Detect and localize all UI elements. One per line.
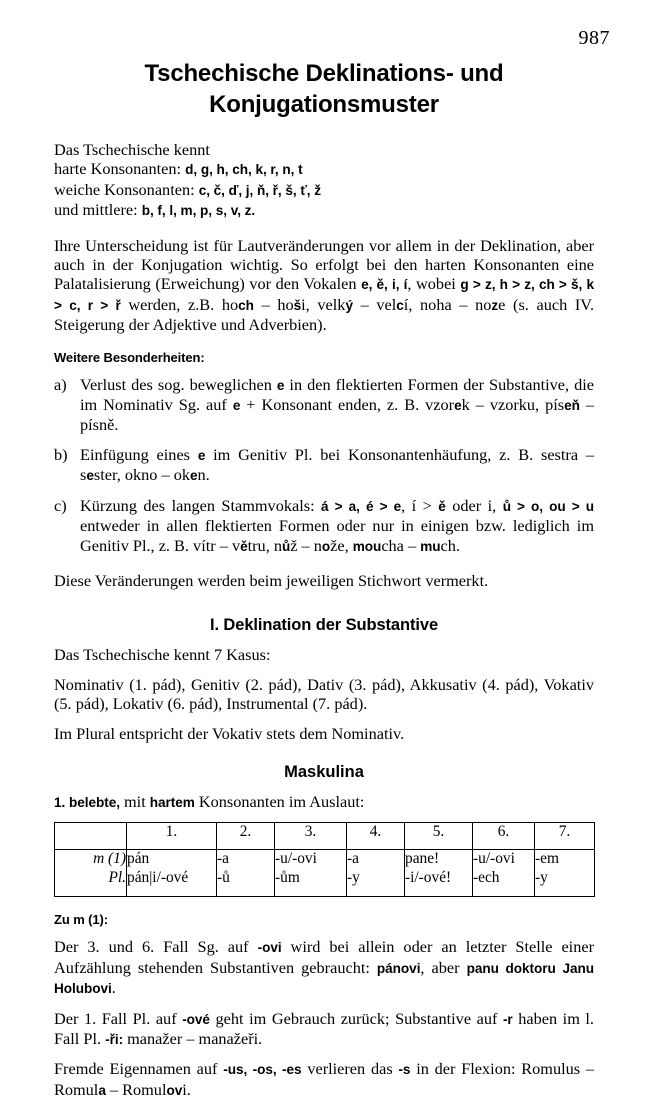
b-f3: e — [189, 468, 198, 484]
besonderheiten-list — [54, 375, 594, 556]
n2-t3: haben im l. Fall Pl. — [54, 1008, 595, 1048]
a-f2: e — [232, 398, 241, 414]
a-t5: – písně. — [80, 395, 594, 435]
list-item-marker: b) — [54, 444, 68, 464]
cell-singular: pán — [127, 850, 150, 868]
table-header-case-5: 5. — [405, 823, 473, 850]
pu-f1: e, ě, i, í — [361, 277, 408, 293]
n2-f2: -r — [502, 1011, 513, 1027]
b-t1: Einfügung eines — [80, 444, 198, 464]
cell-plural: -y — [347, 868, 360, 886]
c-t4: entweder in allen flektierten Formen oder nur in einigen bzw. lediglich im Genitiv Pl., z. B. vítr – v — [80, 516, 594, 555]
n3-t4: – Romul — [105, 1079, 167, 1099]
table-header-case-6: 6. — [473, 823, 535, 850]
pu-t4: – ho — [253, 294, 294, 314]
cell-plural: pán|i/-ové — [127, 868, 189, 886]
pu-f2: g > z, h > z, ch > š, k > c, r > ř — [54, 277, 595, 313]
n3-t3: in der Flexion: Romulus – Romul — [54, 1059, 595, 1099]
pu-f6: c — [396, 297, 404, 313]
c-t9: ch. — [440, 535, 460, 555]
pu-t2: , wobei — [407, 274, 461, 294]
c-t6: ž – n — [290, 535, 322, 555]
heading-weitere-besonderheiten: Weitere Besonderheiten: — [54, 349, 205, 365]
list-item-marker: a) — [54, 374, 67, 394]
c-t8: cha – — [381, 535, 421, 555]
paragraph-veraenderungen: Diese Veränderungen werden beim jeweiligen Stichwort vermerkt. — [54, 570, 489, 590]
cell-singular: -a — [347, 850, 359, 868]
c-f3: ů > o, ou > u — [502, 498, 595, 514]
intro-consonants-block — [54, 140, 594, 221]
list-item-text — [80, 496, 594, 556]
declension-table — [54, 822, 595, 897]
cell-plural: -y — [535, 868, 548, 886]
pu-t1: Ihre Unterscheidung ist für Lautveränderungen vor allem in der Deklination, aber auch in der Konjugation wichtig. So erfolgt bei den harten Konsonanten eine Palatalisierung (Erweichung) vor den Vokalen — [54, 235, 594, 294]
cell-singular: pane! — [405, 850, 440, 868]
belebte-f2: hartem — [149, 794, 195, 810]
intro-line-1: Das Tschechische kennt — [54, 140, 210, 159]
middle-consonants: b, f, l, m, p, s, v, z. — [141, 203, 256, 219]
heading-zu-m-1: Zu m (1): — [54, 912, 108, 928]
cell-singular: -u/-ovi — [275, 850, 317, 868]
paragraph-kasus-list: Nominativ (1. pád), Genitiv (2. pád), Dativ (3. pád), Akkusativ (4. pád), Vokativ (5. pád), Lokativ (6. pád), Instrumental (7. pád). — [54, 674, 594, 714]
pu-t3: werden, z.B. ho — [120, 294, 239, 314]
belebte-t2: Konsonanten im Auslaut: — [194, 791, 365, 811]
c-t7: že, — [330, 535, 353, 555]
table-cell-case-6 — [473, 850, 535, 897]
list-item-marker: c) — [54, 495, 67, 515]
soft-label: weiche Konsonanten: — [54, 179, 199, 199]
n3-f1: -us, -os, -es — [223, 1062, 302, 1078]
n2-f1: -ové — [182, 1011, 210, 1027]
table-header-case-7: 7. — [535, 823, 595, 850]
c-f4: ě — [240, 538, 248, 554]
table-header-row — [55, 823, 595, 850]
c-f8: mu — [420, 538, 441, 554]
a-f3: e — [454, 398, 462, 414]
pu-f7: z — [491, 297, 499, 313]
n1-f1: -ovi — [257, 940, 282, 956]
intro-line-soft — [54, 180, 594, 200]
pu-t8: e (s. auch IV. Steigerung der Adjektive und Adverbien). — [54, 294, 595, 335]
pu-t7: í, noha – no — [403, 294, 492, 314]
a-t4: k – vzorku, pís — [461, 395, 565, 415]
a-f1: e — [276, 377, 285, 393]
pu-f5: ý — [345, 297, 353, 313]
cell-plural: -ům — [275, 868, 300, 886]
c-f7: mou — [352, 538, 382, 554]
n2-t4: manažer – manažeři. — [123, 1028, 263, 1048]
table-row-label — [55, 850, 127, 897]
paragraph-unterscheidung — [54, 236, 594, 335]
n1-t3: , aber — [420, 957, 467, 977]
note-paragraph-3 — [54, 1059, 594, 1100]
a-t1: Verlust des sog. beweglichen — [80, 374, 277, 394]
table-cell-case-5 — [405, 850, 473, 897]
n2-f3: -ři: — [105, 1031, 124, 1047]
b-f1: e — [197, 447, 206, 463]
n1-f3: panu doktoru Janu Holubovi — [54, 960, 594, 997]
paragraph-kasus-intro: Das Tschechische kennt 7 Kasus: — [54, 645, 271, 665]
table-header-case-1: 1. — [127, 823, 217, 850]
a-t2: in den flektierten Formen der Substantive, die im Nominativ Sg. auf — [80, 374, 595, 415]
table-cell-case-2 — [217, 850, 275, 897]
n3-t1: Fremde Eigennamen auf — [54, 1059, 224, 1079]
intro-line-middle — [54, 200, 594, 220]
list-item-text — [80, 375, 594, 435]
table-cell-case-4 — [347, 850, 405, 897]
cell-plural: -ech — [473, 868, 500, 886]
cell-singular: -u/-ovi — [473, 850, 515, 868]
pu-f4: š — [293, 297, 302, 313]
n1-t1: Der 3. und 6. Fall Sg. auf — [54, 937, 258, 957]
belebte-f1: 1. belebte, — [54, 794, 120, 810]
list-item — [54, 445, 594, 486]
pu-t5: i, velk — [301, 294, 346, 314]
page-title: Tschechische Deklinations- und Konjugationsmuster — [144, 60, 504, 118]
middle-label: und mittlere: — [54, 200, 142, 220]
c-f6: o — [321, 538, 331, 554]
n3-f2: -s — [398, 1062, 411, 1078]
row-label-singular: m (1) — [93, 850, 126, 868]
note-paragraph-1 — [54, 937, 594, 998]
b-t2: im Genitiv Pl. bei Konsonantenhäufung, z. B. sestra – s — [80, 444, 595, 485]
section-heading-deklination: I. Deklination der Substantive — [209, 616, 439, 635]
c-t1: Kürzung des langen Stammvokals: — [80, 495, 322, 515]
n2-t2: geht im Gebrauch zurück; Substantive auf — [209, 1008, 503, 1028]
table-cell-case-1 — [127, 850, 217, 897]
table-header-case-2: 2. — [217, 823, 275, 850]
c-t5: tru, n — [247, 535, 282, 555]
table-corner-cell — [55, 823, 127, 850]
intro-line-hard — [54, 159, 594, 179]
soft-consonants: c, č, ď, j, ň, ř, š, ť, ž — [198, 182, 321, 198]
note-paragraph-2 — [54, 1009, 594, 1050]
c-f5: ů — [281, 538, 291, 554]
c-f2: ě — [438, 498, 446, 514]
c-f1: á > a, é > e — [321, 498, 402, 514]
hard-label: harte Konsonanten: — [54, 159, 186, 179]
n2-t1: Der 1. Fall Pl. auf — [54, 1008, 183, 1028]
table-header-case-3: 3. — [275, 823, 347, 850]
cell-singular: -em — [535, 850, 559, 868]
paragraph-plural-vokativ: Im Plural entspricht der Vokativ stets dem Nominativ. — [54, 723, 405, 743]
cell-plural: -i/-ové! — [405, 868, 452, 886]
belebte-t1: mit — [119, 791, 150, 811]
n3-f4: ov — [166, 1082, 183, 1098]
subsection-heading-maskulina: Maskulina — [284, 762, 364, 781]
list-item — [54, 375, 594, 435]
a-t3: + Konsonant enden, z. B. vzor — [240, 395, 455, 415]
n3-t2: verlieren das — [301, 1059, 399, 1079]
n1-t4: . — [111, 978, 116, 998]
c-t3: oder i, — [445, 495, 503, 515]
cell-plural: -ů — [217, 868, 230, 886]
list-item — [54, 496, 594, 556]
table-header-case-4: 4. — [347, 823, 405, 850]
table-cell-case-3 — [275, 850, 347, 897]
pu-f3: ch — [238, 297, 254, 313]
b-t3: ster, okno – ok — [93, 465, 190, 485]
n3-f3: a — [98, 1082, 106, 1098]
page-number: 987 — [578, 27, 610, 49]
paragraph-belebte — [54, 792, 594, 812]
table-cell-case-7 — [535, 850, 595, 897]
pu-t6: – vel — [352, 294, 397, 314]
cell-singular: -a — [217, 850, 229, 868]
table-row — [55, 850, 595, 897]
row-label-plural: Pl. — [108, 868, 126, 886]
a-f4: eň — [564, 398, 580, 414]
list-item-text — [80, 445, 594, 486]
hard-consonants: d, g, h, ch, k, r, n, t — [185, 162, 303, 178]
b-f2: e — [86, 468, 94, 484]
n3-t5: i. — [182, 1079, 191, 1099]
c-t2: , í > — [401, 495, 439, 515]
n1-f2: pánovi — [376, 960, 421, 976]
page-content — [54, 58, 594, 1100]
b-t4: n. — [197, 465, 210, 485]
n1-t2: wird bei allein oder an letzter Stelle einer Aufzählung stehenden Substantiven gebraucht: — [54, 937, 594, 977]
